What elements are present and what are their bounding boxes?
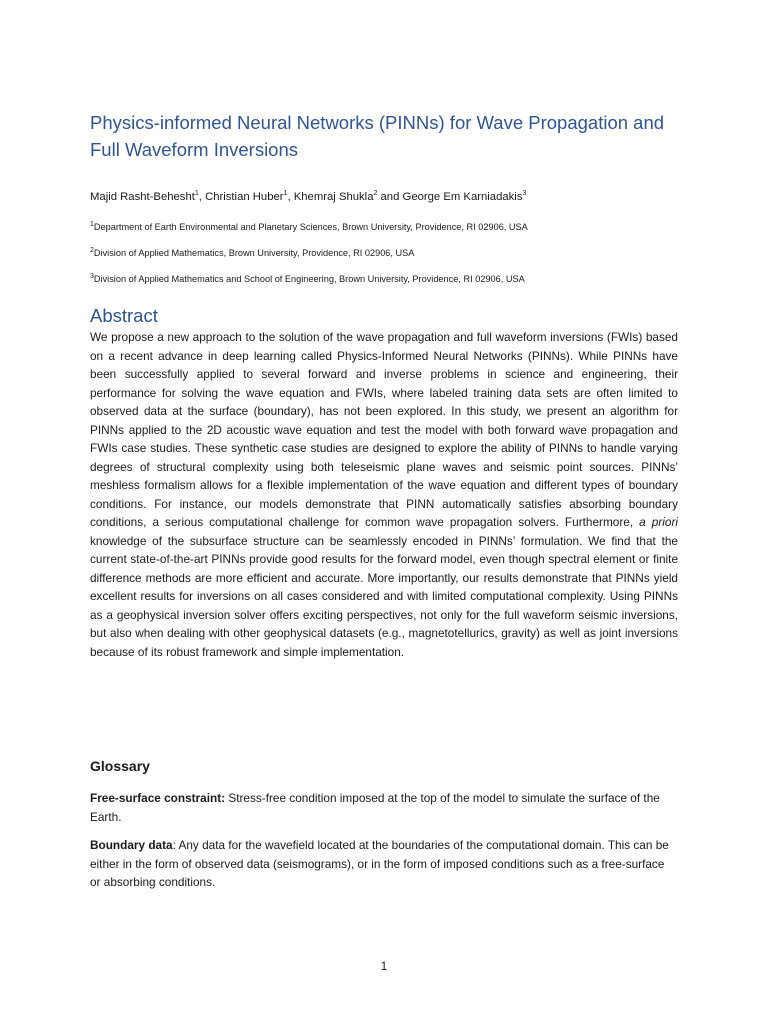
abstract-text: knowledge of the subsurface structure can be seamlessly encoded in PINNs’ formulation. We find that the current state-of-the-art PINNs provide good results for the forward model, even though spectral element or finite difference methods are more efficient and accurate. More importantly, our results demonstrate that PINNs yield excellent results for inversions on all cases considered and with limited computational complexity. Using PINNs as a geophysical inversion solver offers exciting perspectives, not only for the full waveform seismic inversions, but also when dealing with other geophysical datasets (e.g., magnetotellurics, gravity) as well as joint inversions because of its robust framework and simple implementation.	[90, 533, 678, 659]
glossary-definition: Stress-free condition imposed at the top of the model to simulate the surface of the Earth.	[90, 791, 660, 824]
affiliation	[90, 247, 414, 260]
affiliation-text: Department of Earth Environmental and Planetary Sciences, Brown University, Providence, RI 02906, USA	[93, 222, 528, 232]
author-affiliation-marker: 2	[373, 190, 378, 198]
author-affiliation-marker: 1	[194, 190, 199, 198]
abstract-italic-text: a priori	[639, 515, 679, 529]
glossary-term: Boundary data	[90, 838, 173, 852]
glossary-heading: Glossary	[90, 758, 150, 774]
abstract-heading: Abstract	[90, 305, 158, 326]
glossary-entry	[90, 789, 678, 826]
author-separator: and	[377, 191, 403, 203]
abstract-body	[90, 328, 678, 661]
affiliation-marker: 3	[90, 272, 94, 280]
author-name: George Em Karniadakis	[402, 191, 523, 203]
author-affiliation-marker: 3	[522, 190, 527, 198]
affiliation-marker: 1	[90, 220, 94, 228]
page-number: 1	[380, 961, 388, 973]
glossary-entry	[90, 836, 678, 892]
author-list	[90, 189, 526, 205]
paper-title: Physics-informed Neural Networks (PINNs) for Wave Propagation and Full Waveform Inversions	[90, 112, 665, 160]
author-name: Majid Rasht-Behesht	[90, 191, 195, 203]
author-name: Christian Huber	[205, 191, 284, 203]
affiliation-text: Division of Applied Mathematics and School of Engineering, Brown University, Providence, RI 02906, USA	[93, 274, 525, 284]
abstract-text: We propose a new approach to the solution of the wave propagation and full waveform inversions (FWIs) based on a recent advance in deep learning called Physics-Informed Neural Networks (PINNs). While PINNs have been successfully applied to several forward and inverse problems in science and engineering, their performance for solving the wave equation and FWIs, where labeled training data sets are often limited to observed data at the surface (boundary), has not been explored. In this study, we present an algorithm for PINNs applied to the 2D acoustic wave equation and test the model with both forward wave propagation and FWIs case studies. These synthetic case studies are designed to explore the ability of PINNs to handle varying degrees of structural complexity using both teleseismic plane waves and seismic point sources. PINNs’ meshless formalism allows for a flexible implementation of the wave equation and different types of boundary conditions. For instance, our models demonstrate that PINN automatically satisfies absorbing boundary conditions, a serious computational challenge for common wave propagation solvers. Furthermore,	[90, 330, 678, 529]
affiliation-text: Division of Applied Mathematics, Brown University, Providence, RI 02906, USA	[93, 248, 415, 258]
author-separator: ,	[287, 191, 294, 203]
glossary-definition: : Any data for the wavefield located at the boundaries of the computational domain. This can be either in the form of observed data (seismograms), or in the form of imposed conditions such as a free-surface or absorbing conditions.	[90, 838, 669, 889]
affiliation	[90, 221, 528, 234]
affiliation-marker: 2	[90, 246, 94, 254]
author-separator: ,	[198, 191, 206, 203]
affiliation	[90, 273, 525, 286]
glossary-term: Free-surface constraint:	[90, 791, 226, 805]
author-name: Khemraj Shukla	[293, 191, 374, 203]
author-affiliation-marker: 1	[283, 190, 288, 198]
